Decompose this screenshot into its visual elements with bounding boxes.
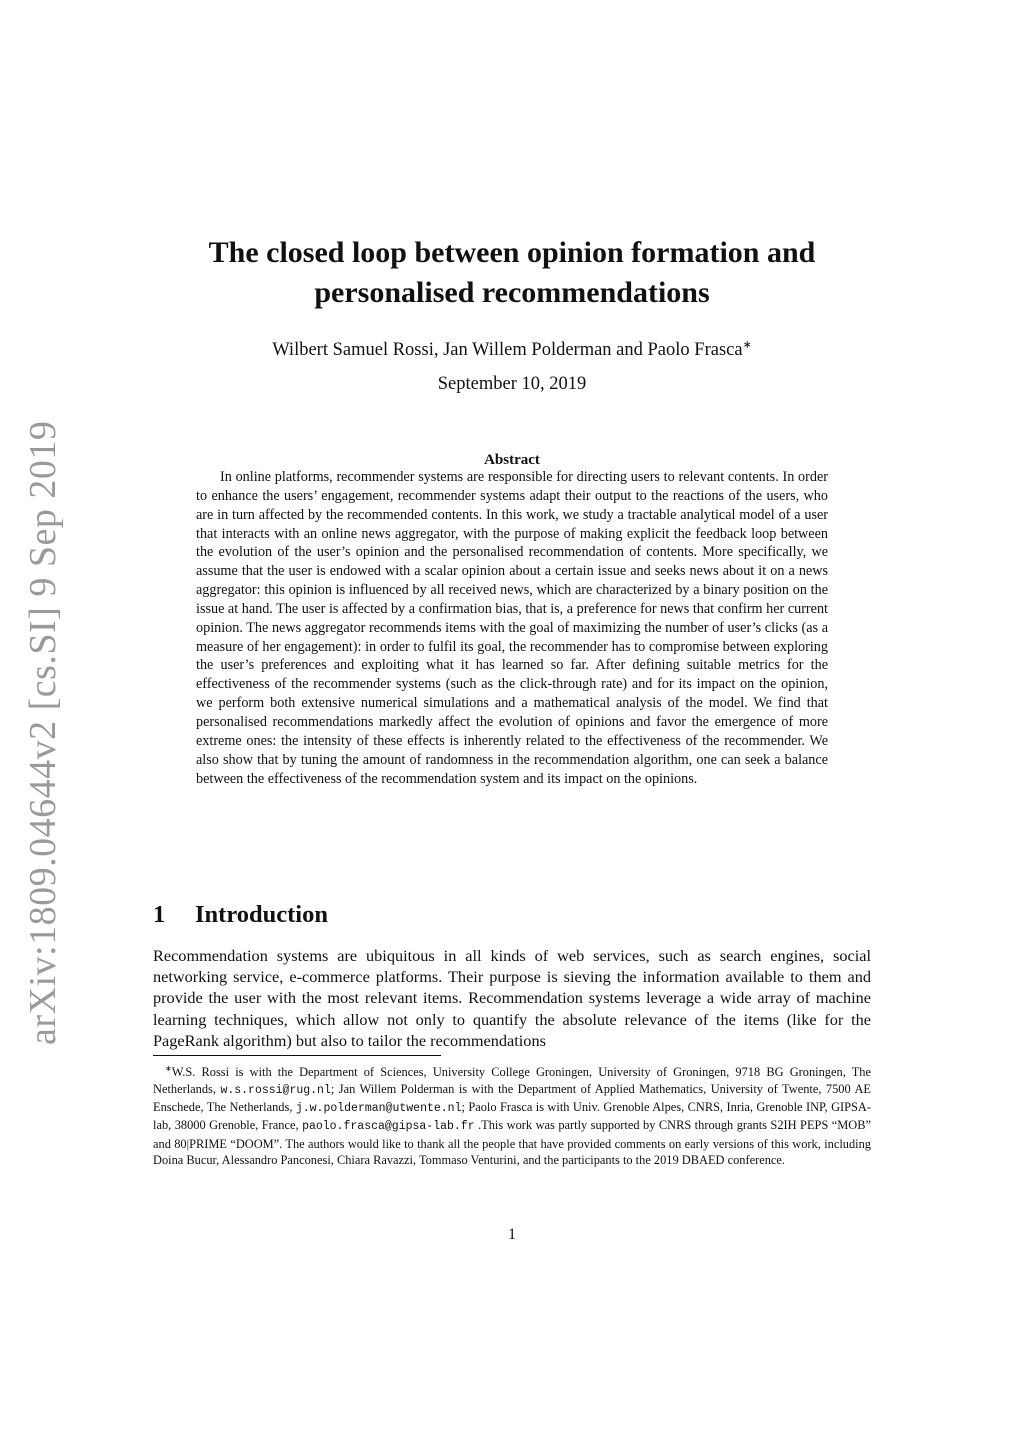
author-footnote xyxy=(153,1061,871,1169)
author-footnote-mark[interactable]: ∗ xyxy=(742,339,752,351)
footnote-text-2: ; Jan Willem Polderman is with the Department of Applied Mathematics, University of Twente, 7500 AE Enschede, The Netherlands, xyxy=(153,1081,871,1114)
title-line-2: personalised recommendations xyxy=(314,276,710,309)
footnote-mark: ∗ xyxy=(165,1064,172,1073)
arxiv-identifier-stamp: arXiv:1809.04644v2 [cs.SI] 9 Sep 2019 xyxy=(22,420,64,1045)
paper-title xyxy=(150,233,874,313)
footnote-text-1: W.S. Rossi is with the Department of Sciences, University College Groningen, University of Groningen, 9718 BG Groningen, The Netherlands, xyxy=(153,1065,871,1096)
author-list xyxy=(150,334,874,361)
title-line-1: The closed loop between opinion formation and xyxy=(208,236,816,269)
authors-text: Wilbert Samuel Rossi, Jan Willem Polderman and Paolo Frasca xyxy=(272,340,743,361)
section-title: Introduction xyxy=(195,901,328,928)
footnote-text-4: .This work was partly supported by CNRS through grants S2IH PEPS “MOB” and 80|PRIME “DOOM”. The authors would like to thank all the people that have provided comments on early versions of this work, including Doina Bucur, Alessandro Panconesi, Chiara Ravazzi, Tommaso Venturini, and the participants to the 2019 DBAED conference. xyxy=(153,1118,871,1168)
footnote-divider xyxy=(153,1055,441,1056)
email-link-rossi[interactable]: w.s.rossi@rug.nl xyxy=(220,1083,331,1097)
page-number: 1 xyxy=(508,1226,516,1243)
introduction-paragraph: Recommendation systems are ubiquitous in all kinds of web services, such as search engines, social networking service, e-commerce platforms. Their purpose is sieving the information available to them and provide the user with the most relevant items. Recommendation systems leverage a wide array of machine learning techniques, which allow not only to quantify the absolute relevance of the items (like for the PageRank algorithm) but also to tailor the recommendations xyxy=(153,946,871,1050)
section-number: 1 xyxy=(153,901,166,928)
section-heading-introduction xyxy=(153,899,853,931)
email-link-frasca[interactable]: paolo.frasca@gipsa-lab.fr xyxy=(302,1120,475,1134)
email-link-polderman[interactable]: j.w.polderman@utwente.nl xyxy=(295,1101,462,1115)
abstract-heading: Abstract xyxy=(484,452,540,468)
publication-date: September 10, 2019 xyxy=(437,374,587,394)
abstract-text: In online platforms, recommender systems are responsible for directing users to relevant contents. In order to enhance the users’ engagement, recommender systems adapt their output to the reactions of the users, who are in turn affected by the recommended contents. In this work, we study a tractable analytical model of a user that interacts with an online news aggregator, with the purpose of making explicit the feedback loop between the evolution of the user’s opinion and the personalised recommendation of contents. More specifically, we assume that the user is endowed with a scalar opinion about a certain issue and seeks news about it on a news aggregator: this opinion is influenced by all received news, which are characterized by a binary position on the issue at hand. The user is affected by a confirmation bias, that is, a preference for news that confirm her current opinion. The news aggregator recommends items with the goal of maximizing the number of user’s clicks (as a measure of her engagement): in order to fulfil its goal, the recommender has to compromise between exploring the user’s preferences and exploiting what it has learned so far. After defining suitable metrics for the effectiveness of the recommender systems (such as the click-through rate) and for its impact on the opinion, we perform both extensive numerical simulations and a mathematical analysis of the model. We find that personalised recommendations markedly affect the evolution of opinions and favor the emergence of more extreme ones: the intensity of these effects is inherently related to the effectiveness of the recommender. We also show that by tuning the amount of randomness in the recommendation algorithm, one can seek a balance between the effectiveness of the recommendation system and its impact on the opinions. xyxy=(196,469,828,787)
footnote-text-3: ; Paolo Frasca is with Univ. Grenoble Alpes, CNRS, Inria, Grenoble INP, GIPSA-lab, 38000 Grenoble, France, xyxy=(153,1099,871,1133)
